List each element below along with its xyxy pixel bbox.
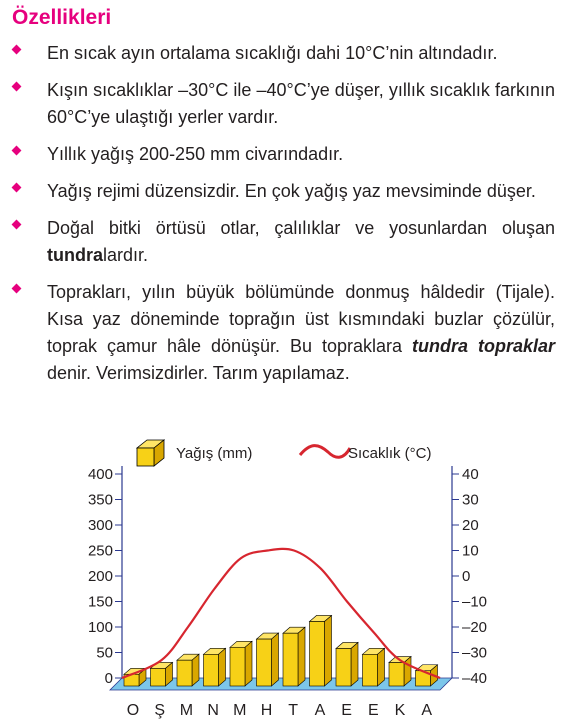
legend-temperature-label: Sıcaklık (°C) — [348, 445, 432, 462]
item-text-part: Toprakları, yılın büyük bölümünde donmuş hâldedir (Tijale). Kısa yaz döneminde toprağın üst kısmındaki buzlar çözülür, toprak çamur hâle dönüşür. Bu topraklara — [47, 282, 555, 356]
month-label: E — [341, 702, 352, 719]
feature-list — [0, 40, 568, 397]
right-axis-tick-label: 40 — [462, 466, 479, 483]
item-text — [47, 215, 555, 269]
month-label: E — [367, 702, 379, 719]
left-axis-ticks — [88, 466, 122, 687]
precipitation-legend-icon — [137, 440, 164, 466]
list-item — [0, 279, 568, 387]
diamond-bullet-icon — [12, 220, 22, 230]
list-item — [0, 141, 568, 168]
right-axis-tick-label: 30 — [462, 491, 479, 509]
month-label: A — [314, 702, 326, 719]
item-text: En sıcak ayın ortalama sıcaklığı dahi 10°C’nin altındadır. — [47, 43, 498, 63]
list-item — [0, 77, 568, 131]
precipitation-bar — [336, 642, 358, 686]
right-axis-tick-label: 0 — [462, 568, 471, 585]
left-axis-tick-label: 400 — [87, 466, 113, 483]
month-label: Ş — [154, 702, 166, 719]
temperature-legend-icon — [300, 446, 350, 458]
chart-legend — [137, 440, 432, 466]
right-axis-tick-label: 20 — [462, 517, 479, 534]
diamond-bullet-icon — [12, 183, 22, 193]
right-axis-tick-label: –30 — [462, 644, 488, 662]
precipitation-bar — [363, 648, 385, 686]
term-tundra-topraklar: tundra topraklar — [412, 336, 555, 356]
right-axis-tick-label: –10 — [462, 593, 488, 611]
item-text: Yıllık yağış 200-250 mm civarındadır. — [47, 144, 344, 164]
term-tundra: tundra — [47, 245, 103, 265]
climate-chart — [0, 428, 568, 725]
month-label: H — [260, 702, 273, 719]
left-axis-tick-label: 350 — [87, 491, 113, 509]
item-text-part: denir. Verimsizdirler. Tarım yapılamaz. — [47, 363, 350, 383]
diamond-bullet-icon — [12, 284, 22, 294]
right-axis-tick-label: –20 — [462, 619, 488, 636]
left-axis-tick-label: 50 — [96, 644, 113, 662]
month-label: N — [207, 702, 219, 719]
item-text: Kışın sıcaklıklar –30°C ile –40°C’ye düşer, yıllık sıcaklık farkının 60°C’ye ulaştığı yerler vardır. — [47, 80, 555, 127]
diamond-bullet-icon — [12, 82, 22, 92]
precipitation-bar — [283, 627, 305, 686]
diamond-bullet-icon — [12, 146, 22, 156]
left-axis-tick-label: 200 — [87, 568, 113, 585]
temperature-line — [122, 549, 440, 678]
left-axis-tick-label: 100 — [87, 619, 113, 636]
month-label: M — [179, 702, 194, 719]
precipitation-bar — [177, 654, 199, 686]
right-axis-tick-label: 10 — [462, 542, 479, 560]
left-axis-tick-label: 250 — [87, 542, 113, 560]
precipitation-bar — [204, 648, 226, 686]
left-axis-tick-label: 150 — [87, 593, 113, 611]
left-axis-tick-label: 300 — [87, 517, 113, 534]
list-item — [0, 215, 568, 269]
item-text: Yağış rejimi düzensizdir. En çok yağış yaz mevsiminde düşer. — [47, 181, 536, 201]
month-labels — [127, 702, 433, 719]
precipitation-bar — [310, 615, 332, 686]
right-axis-tick-label: –40 — [462, 670, 488, 687]
month-label: O — [126, 702, 140, 719]
item-text — [47, 279, 555, 387]
precipitation-bar — [257, 633, 279, 686]
list-item — [0, 40, 568, 67]
precipitation-bar — [230, 641, 252, 686]
diamond-bullet-icon — [12, 45, 22, 55]
month-label: A — [421, 702, 433, 719]
item-text-part: lardır. — [103, 245, 149, 265]
month-label: T — [288, 702, 299, 719]
item-text-part: Doğal bitki örtüsü otlar, çalılıklar ve yosunlardan oluşan — [47, 218, 555, 238]
month-label: M — [233, 702, 247, 719]
legend-precipitation-label: Yağış (mm) — [176, 445, 253, 462]
month-label: K — [394, 702, 406, 719]
left-axis-tick-label: 0 — [104, 670, 113, 687]
right-axis-ticks — [452, 466, 487, 687]
section-heading: Özellikleri — [12, 6, 112, 29]
list-item — [0, 178, 568, 205]
